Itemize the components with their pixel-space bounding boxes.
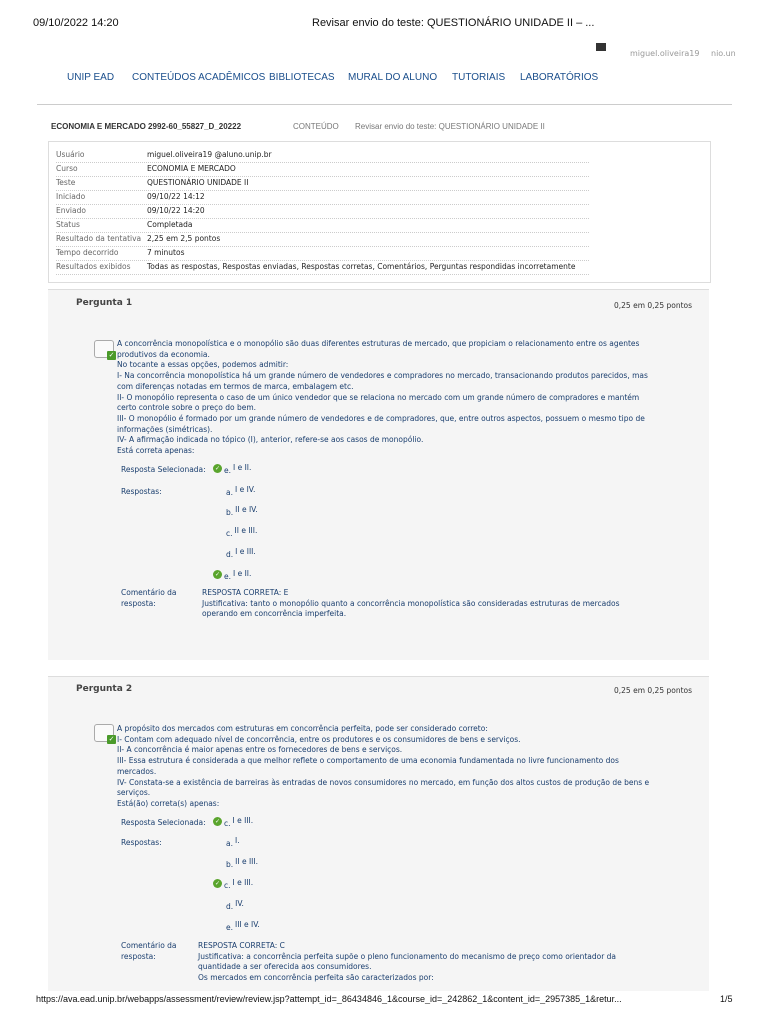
answer-text: I e IV. [234,485,256,494]
check-icon: ✓ [108,351,115,359]
nav-conteudos-academicos[interactable]: CONTEÚDOS ACADÊMICOS [132,72,266,83]
breadcrumb-page: Revisar envio do teste: QUESTIONÁRIO UNIDADE II [355,122,545,131]
answer-option-d [226,547,256,559]
answer-option-a [226,485,256,497]
user-domain: nio.un [711,49,736,58]
nav-bibliotecas[interactable]: BIBLIOTECAS [269,72,335,83]
answer-option-e [213,569,251,579]
answer-option-c [213,878,253,888]
answer-letter: c. [224,819,231,828]
nav-laboratorios[interactable]: LABORATÓRIOS [520,72,599,83]
answer-text: I e III. [232,816,254,825]
print-title: Revisar envio do teste: QUESTIONÁRIO UNIDADE II – ... [312,17,595,29]
info-row-curso [56,162,589,177]
divider [37,104,732,105]
info-row-enviado [56,204,589,219]
selected-answer [213,816,253,826]
answer-text: III e IV. [235,920,260,929]
info-value: Todas as respostas, Respostas enviadas, Respostas corretas, Comentários, Perguntas respondidas incorretamente [147,262,576,271]
answer-letter: a. [226,488,233,497]
correct-check-icon: ✓ [214,817,221,825]
question-1-title: Pergunta 1 [76,298,133,308]
answer-letter: b. [226,860,234,869]
info-value: 09/10/22 14:12 [147,192,205,201]
question-2-title: Pergunta 2 [76,684,133,694]
correct-check-icon: ✓ [214,879,221,887]
answers-label: Respostas: [121,838,162,847]
answer-letter: e. [226,923,233,932]
answer-letter: e. [224,572,231,581]
print-footer-url: https://ava.ead.unip.br/webapps/assessment/review/review.jsp?attempt_id=_86434846_1&course_id=_242862_1&content_id=_2957385_1&retur... [36,994,622,1004]
answer-option-c [226,526,258,538]
selected-answer-label: Resposta Selecionada: [121,465,206,474]
correct-check-icon: ✓ [214,570,221,578]
nav-unip-ead[interactable]: UNIP EAD [67,72,115,83]
info-label: Resultado da tentativa [56,234,142,243]
info-value: 09/10/22 14:20 [147,206,205,215]
question-2-comment: RESPOSTA CORRETA: C Justificativa: a concorrência perfeita supõe o pleno funcionamento do mecanismo de preço como orientador da quantidade a ser oferecida aos consumidores. Os mercados em concorrência perfeita são caracterizados por: [198,941,617,983]
answers-label: Respostas: [121,487,162,496]
check-icon: ✓ [108,735,115,743]
answer-option-b [226,857,258,869]
nav-mural-do-aluno[interactable]: MURAL DO ALUNO [348,72,438,83]
selected-answer [213,463,251,473]
info-label: Enviado [56,206,86,215]
info-label: Resultados exibidos [56,262,131,271]
breadcrumb-course[interactable]: ECONOMIA E MERCADO 2992-60_55827_D_20222 [51,122,242,131]
info-label: Curso [56,164,78,173]
answer-letter: d. [226,902,234,911]
print-date: 09/10/2022 14:20 [33,17,119,29]
info-value: ECONOMIA E MERCADO [147,164,236,173]
info-row-tempo [56,246,589,261]
answer-option-a [226,836,240,848]
answer-text: I e II. [233,463,252,472]
answer-letter: c. [226,529,233,538]
correct-answer-icon [94,340,114,358]
answer-text: II e IV. [235,505,258,514]
info-value: miguel.oliveira19 @aluno.unip.br [147,150,272,159]
info-row-resultados-exibidos [56,260,589,275]
breadcrumb-section[interactable]: CONTEÚDO [293,122,339,131]
user-name[interactable]: miguel.oliveira19 [630,49,700,58]
answer-letter: b. [226,508,234,517]
info-row-iniciado [56,190,589,205]
answer-text: I e III. [232,878,254,887]
info-row-status [56,218,589,233]
answer-letter: c. [224,881,231,890]
info-row-teste [56,176,589,191]
info-label: Tempo decorrido [56,248,119,257]
answer-text: I e II. [233,569,252,578]
selected-answer-label: Resposta Selecionada: [121,818,206,827]
answer-letter: e. [224,466,231,475]
answer-option-d [226,899,244,911]
answer-text: II e III. [235,857,258,866]
info-label: Status [56,220,80,229]
print-footer-page: 1/5 [720,994,733,1004]
nav-tutoriais[interactable]: TUTORIAIS [452,72,506,83]
answer-letter: d. [226,550,234,559]
info-label: Usuário [56,150,85,159]
answer-option-b [226,505,258,517]
answer-letter: a. [226,839,233,848]
answer-text: I e III. [235,547,256,556]
correct-answer-icon [94,724,114,742]
info-value: QUESTIONÁRIO UNIDADE II [147,178,249,187]
comment-label: Comentário da resposta: [121,941,177,961]
info-value: Completada [147,220,193,229]
answer-text: IV. [235,899,244,908]
comment-label: Comentário da resposta: [121,588,177,608]
question-2-text: A propósito dos mercados com estruturas em concorrência perfeita, pode ser considerado correto: I- Contam com adequado nível de concorrência, entre os produtores e os consumidores de bens e serviços. II- A concorrência é maior apenas entre os fornecedores de bens e serviços. III- Essa estrutura é considerada a que melhor reflete o comportamento de uma economia fundamentada no livre funcionamento dos mercados. IV- Constata-se a existência de barreiras às entradas de novos consumidores no mercado, em função dos altos custos de produção de bens e serviços. Está(ão) correta(s) apenas: [117,724,650,808]
question-1-text: A concorrência monopolística e o monopólio são duas diferentes estruturas de mercado, que propiciam o relacionamento entre os agentes produtivos da economia. No tocante a essas opções, podemos admitir: I- Na concorrência monopolística há um grande número de vendedores e compradores no mercado, transacionando produtos parecidos, mas com diferenças notadas em termos de marca, embalagem etc. II- O monopólio representa o caso de um único vendedor que se relaciona no mercado com um grande número de compradores e mantém certo controle sobre o preço do bem. III- O monopólio é formado por um grande número de vendedores e de compradores, que, entre outros aspectos, possuem o mesmo tipo de informações (simétricas). IV- A afirmação indicada no tópico (I), anterior, refere-se aos casos de monopólio. Está correta apenas: [117,339,648,456]
info-row-usuario [56,148,589,163]
answer-text: II e III. [234,526,258,535]
info-label: Iniciado [56,192,86,201]
info-value: 7 minutos [147,248,185,257]
question-1-points: 0,25 em 0,25 pontos [614,301,693,310]
correct-check-icon: ✓ [214,464,221,472]
avatar [596,43,606,51]
question-1-comment: RESPOSTA CORRETA: E Justificativa: tanto o monopólio quanto a concorrência monopolística são consideradas estruturas de mercados operando em concorrência imperfeita. [202,588,620,619]
info-value: 2,25 em 2,5 pontos [147,234,221,243]
info-label: Teste [56,178,76,187]
answer-option-e [226,920,260,932]
question-2-points: 0,25 em 0,25 pontos [614,686,693,695]
info-row-resultado [56,232,589,247]
answer-text: I. [234,836,240,845]
